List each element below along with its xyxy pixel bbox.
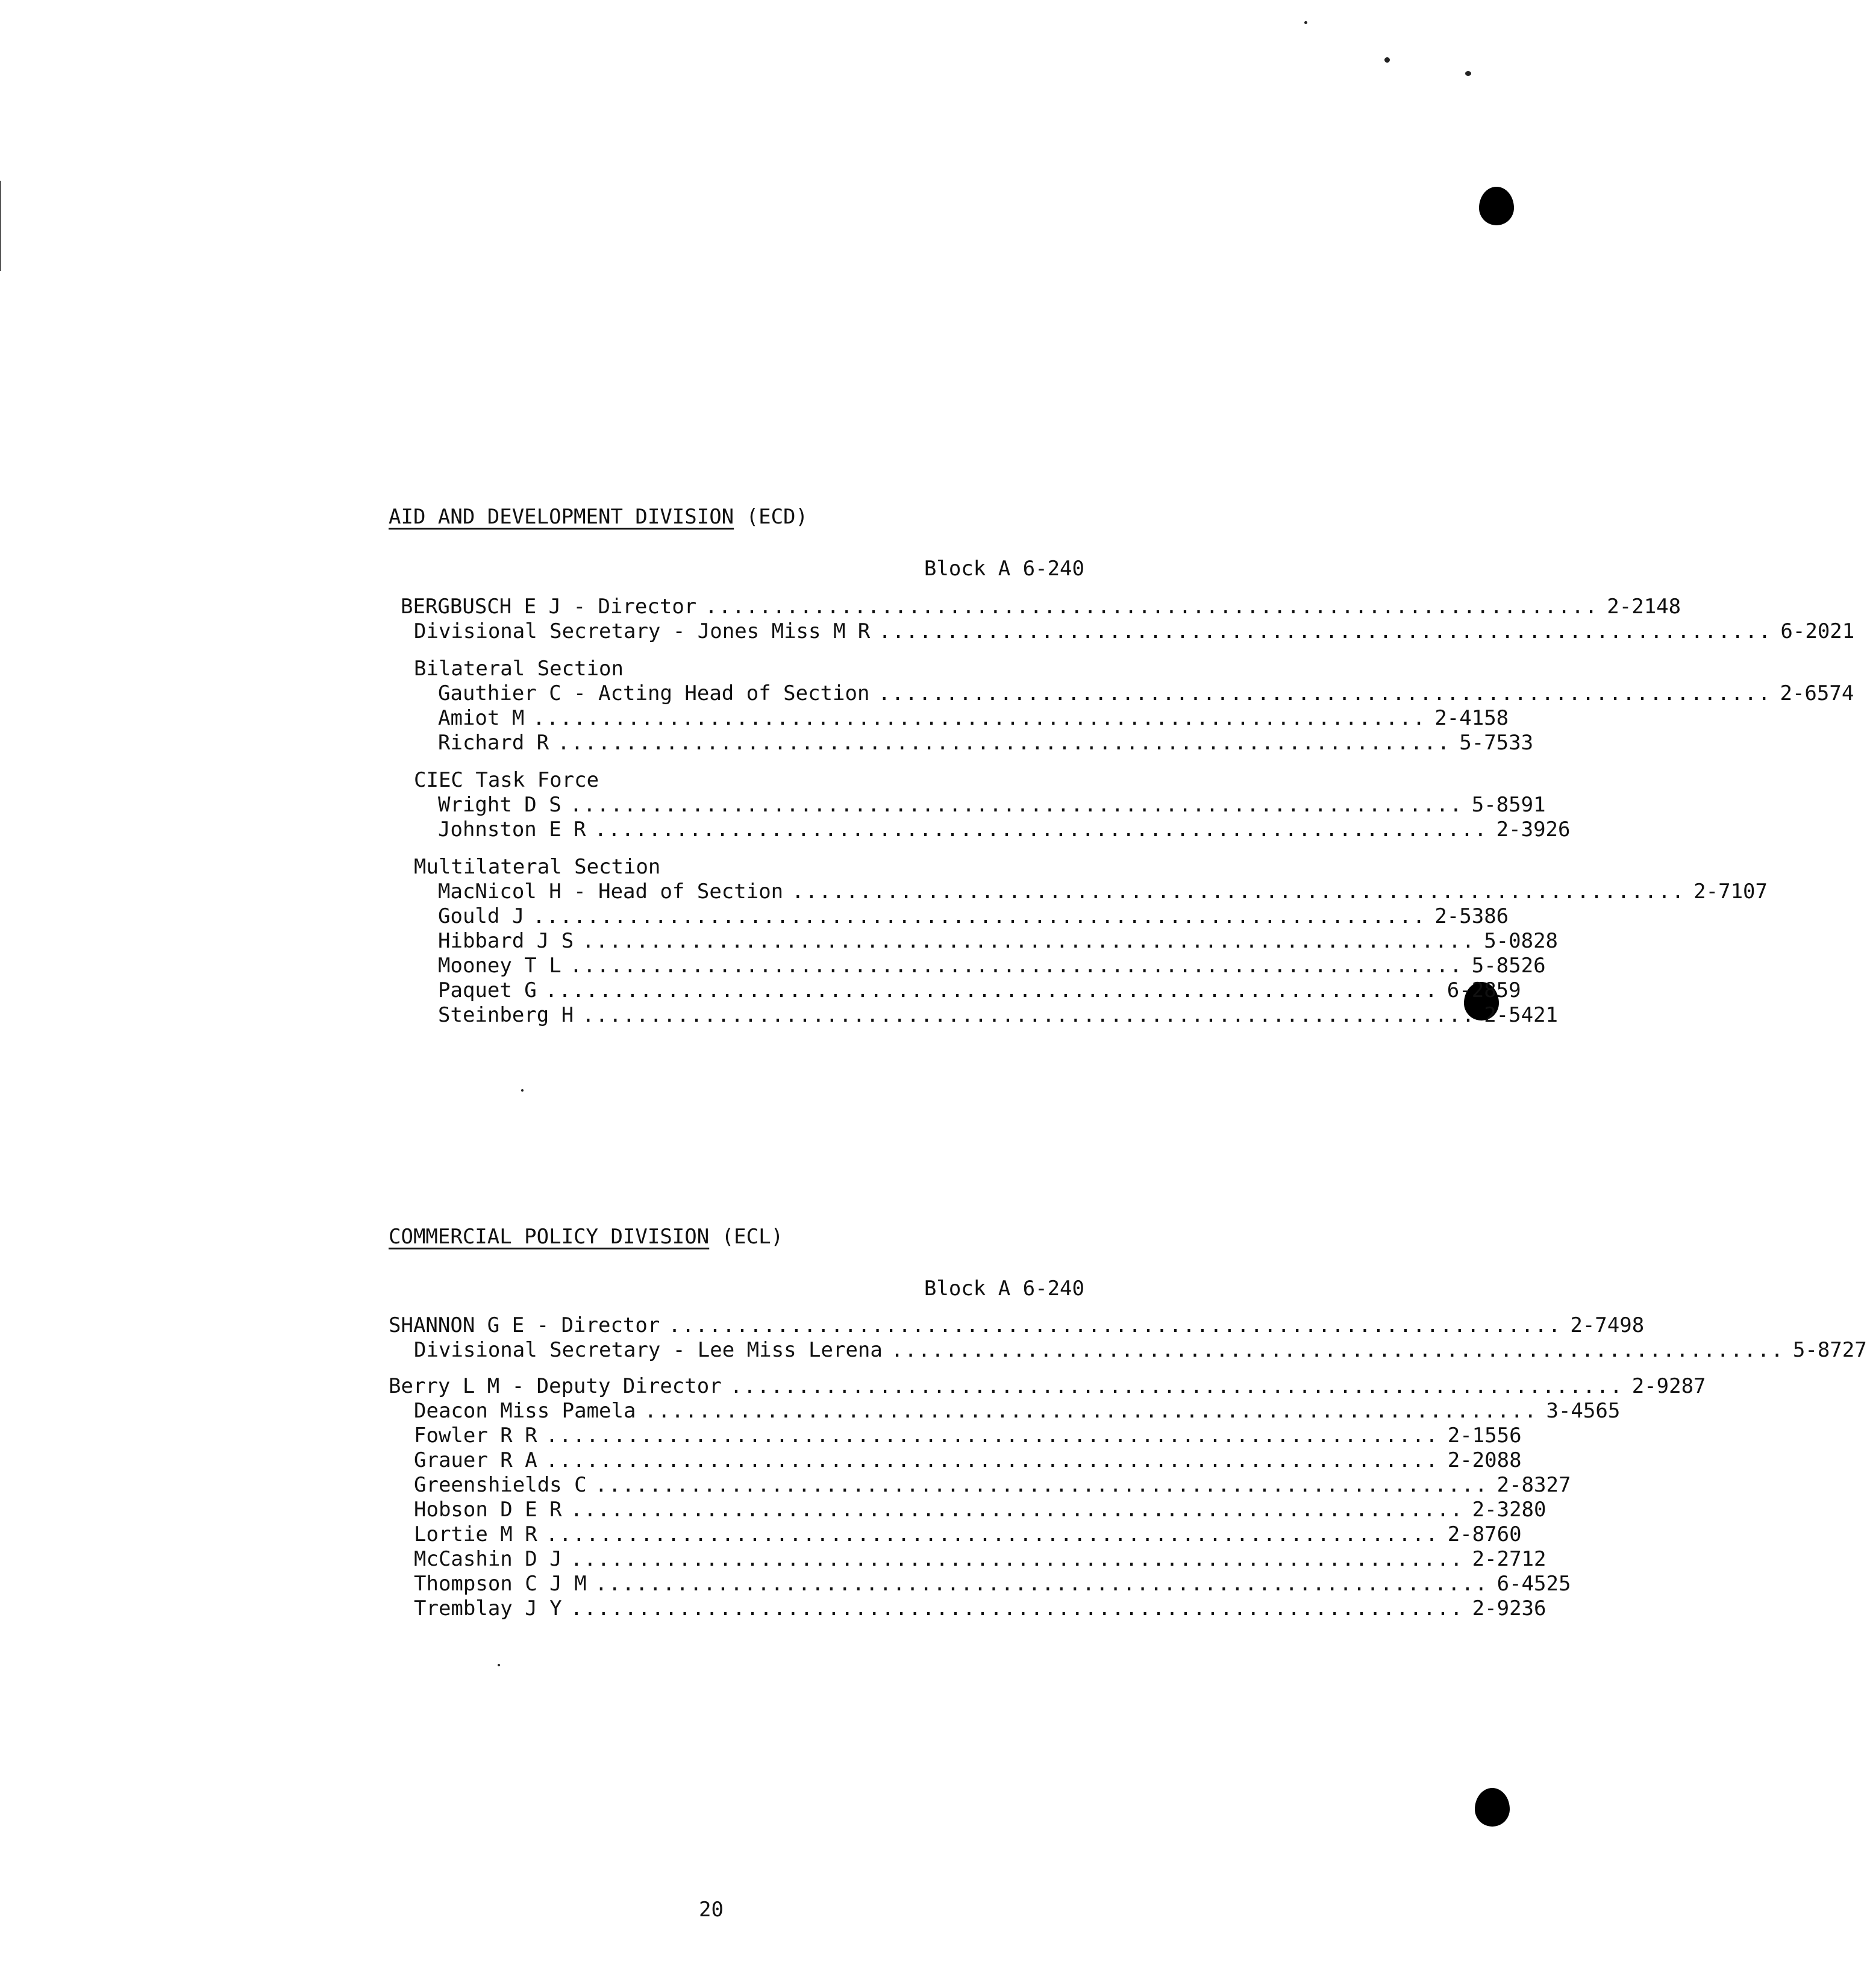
speck xyxy=(1304,21,1307,24)
list-item xyxy=(438,904,1509,929)
member-ext: 2-2088 xyxy=(1447,1448,1522,1472)
member-name: Steinberg H xyxy=(438,1003,574,1027)
list-item xyxy=(438,879,1768,904)
division-title: AID AND DEVELOPMENT DIVISION xyxy=(389,505,734,529)
member-name: Gauthier C - Acting Head of Section xyxy=(438,681,870,705)
division-location: Block A 6-240 xyxy=(924,557,1084,581)
director-name: SHANNON G E - Director xyxy=(389,1313,660,1337)
division-commercial-policy xyxy=(389,1225,1867,1622)
member-name: Greenshields C xyxy=(414,1473,587,1497)
member-ext: 2-3280 xyxy=(1472,1498,1546,1522)
leader-dots: .................................................................. xyxy=(582,929,1476,953)
secretary-name: Divisional Secretary - Lee Miss Lerena xyxy=(414,1338,883,1362)
leader-dots: .................................................................. xyxy=(570,1596,1464,1621)
division-title: COMMERCIAL POLICY DIVISION xyxy=(389,1225,710,1249)
member-ext: 2-4158 xyxy=(1434,706,1509,730)
member-name: Richard R xyxy=(438,731,549,755)
list-item xyxy=(438,1002,1559,1028)
division-code: (ECD) xyxy=(746,505,808,529)
director-ext: 2-7498 xyxy=(1570,1313,1645,1337)
member-ext: 6-2859 xyxy=(1446,978,1521,1002)
list-item xyxy=(414,1497,1546,1522)
punch-hole-bottom xyxy=(1475,1788,1510,1827)
list-item xyxy=(414,1448,1522,1473)
member-name: Paquet G xyxy=(438,978,537,1002)
page-number: 20 xyxy=(699,1898,724,1922)
division-location: Block A 6-240 xyxy=(924,1277,1084,1301)
leader-dots: .................................................................. xyxy=(582,1003,1476,1027)
leader-dots: .................................................................. xyxy=(792,880,1686,904)
list-item xyxy=(438,928,1559,954)
member-ext: 2-8760 xyxy=(1447,1522,1522,1546)
leader-dots: .................................................................. xyxy=(730,1374,1624,1398)
member-ext: 2-5386 xyxy=(1434,904,1509,928)
leader-dots: .................................................................. xyxy=(545,978,1439,1002)
punch-hole-top xyxy=(1479,187,1514,225)
leader-dots: .................................................................. xyxy=(569,954,1463,978)
member-name: Hibbard J S xyxy=(438,929,574,953)
director-ext: 2-2148 xyxy=(1607,595,1681,619)
section-title: Bilateral Section xyxy=(414,657,624,681)
secretary-ext: 5-8727 xyxy=(1792,1338,1867,1362)
member-ext: 5-7533 xyxy=(1459,731,1534,755)
secretary-row xyxy=(414,619,1855,644)
list-item xyxy=(438,681,1854,706)
member-name: Gould J xyxy=(438,904,525,928)
section-title: Multilateral Section xyxy=(414,855,661,879)
member-name: Deacon Miss Pamela xyxy=(414,1399,636,1423)
leader-dots: .................................................................. xyxy=(570,1498,1464,1522)
member-ext: 5-8591 xyxy=(1471,793,1546,817)
list-item xyxy=(438,978,1521,1003)
leader-dots: .................................................................. xyxy=(595,1473,1489,1497)
section-title: CIEC Task Force xyxy=(414,768,599,792)
member-name: Mooney T L xyxy=(438,954,561,978)
secretary-row xyxy=(414,1337,1867,1363)
speck xyxy=(1465,71,1471,76)
member-ext: 6-4525 xyxy=(1496,1572,1571,1596)
member-ext: 2-5421 xyxy=(1484,1003,1559,1027)
leader-dots: .................................................................. xyxy=(545,1448,1439,1472)
director-row xyxy=(401,594,1681,619)
list-item xyxy=(414,1546,1546,1572)
speck xyxy=(521,1089,524,1092)
list-item xyxy=(414,1423,1522,1448)
leader-dots: .................................................................. xyxy=(644,1399,1538,1423)
leader-dots: .................................................................. xyxy=(878,619,1772,643)
member-name: Johnston E R xyxy=(438,817,586,842)
director-name: BERGBUSCH E J - Director xyxy=(401,595,697,619)
director-row xyxy=(389,1313,1645,1338)
member-name: Thompson C J M xyxy=(414,1572,587,1596)
division-heading xyxy=(389,1225,783,1249)
leader-dots: .................................................................. xyxy=(668,1313,1562,1337)
member-name: Fowler R R xyxy=(414,1424,537,1448)
list-item xyxy=(438,953,1546,978)
member-name: Tremblay J Y xyxy=(414,1596,562,1621)
leader-dots: .................................................................. xyxy=(533,904,1427,928)
leader-dots: .................................................................. xyxy=(878,681,1772,705)
leader-dots: .................................................................. xyxy=(545,1424,1439,1448)
member-name: Grauer R A xyxy=(414,1448,537,1472)
member-name: McCashin D J xyxy=(414,1547,562,1571)
leader-dots: .................................................................. xyxy=(570,1547,1464,1571)
list-item xyxy=(414,1571,1571,1596)
member-ext: 2-6574 xyxy=(1780,681,1854,705)
speck xyxy=(498,1664,500,1666)
list-item xyxy=(414,1472,1571,1498)
member-ext: 3-4565 xyxy=(1546,1399,1621,1423)
member-ext: 2-3926 xyxy=(1496,817,1571,842)
member-name: Wright D S xyxy=(438,793,561,817)
leader-dots: .................................................................. xyxy=(545,1522,1439,1546)
leader-dots: .................................................................. xyxy=(533,706,1427,730)
member-ext: 2-9236 xyxy=(1472,1596,1546,1621)
member-ext: 2-2712 xyxy=(1472,1547,1546,1571)
member-name: MacNicol H - Head of Section xyxy=(438,880,784,904)
leader-dots: .................................................................. xyxy=(595,1572,1489,1596)
scan-edge xyxy=(0,181,1,271)
leader-dots: .................................................................. xyxy=(705,595,1599,619)
division-code: (ECL) xyxy=(721,1225,784,1249)
list-item xyxy=(438,817,1571,842)
division-aid-development xyxy=(389,505,1855,1035)
leader-dots: .................................................................. xyxy=(569,793,1463,817)
list-item xyxy=(438,792,1546,817)
member-ext: 5-0828 xyxy=(1484,929,1559,953)
member-ext: 5-8526 xyxy=(1471,954,1546,978)
member-name: Hobson D E R xyxy=(414,1498,562,1522)
member-ext: 2-7107 xyxy=(1693,880,1768,904)
list-item xyxy=(414,1596,1546,1621)
speck xyxy=(1384,57,1390,63)
member-ext: 2-1556 xyxy=(1447,1424,1522,1448)
list-item xyxy=(438,730,1534,755)
secretary-ext: 6-2021 xyxy=(1780,619,1855,643)
member-ext: 2-8327 xyxy=(1496,1473,1571,1497)
list-item xyxy=(438,705,1509,731)
deputy-name: Berry L M - Deputy Director xyxy=(389,1374,722,1398)
leader-dots: .................................................................. xyxy=(890,1338,1784,1362)
leader-dots: .................................................................. xyxy=(594,817,1488,842)
list-item xyxy=(414,1522,1522,1547)
deputy-ext: 2-9287 xyxy=(1631,1374,1706,1398)
division-heading xyxy=(389,505,808,529)
leader-dots: .................................................................. xyxy=(557,731,1451,755)
member-name: Amiot M xyxy=(438,706,525,730)
secretary-name: Divisional Secretary - Jones Miss M R xyxy=(414,619,871,643)
list-item xyxy=(414,1398,1621,1424)
deputy-row xyxy=(389,1374,1706,1399)
member-name: Lortie M R xyxy=(414,1522,537,1546)
